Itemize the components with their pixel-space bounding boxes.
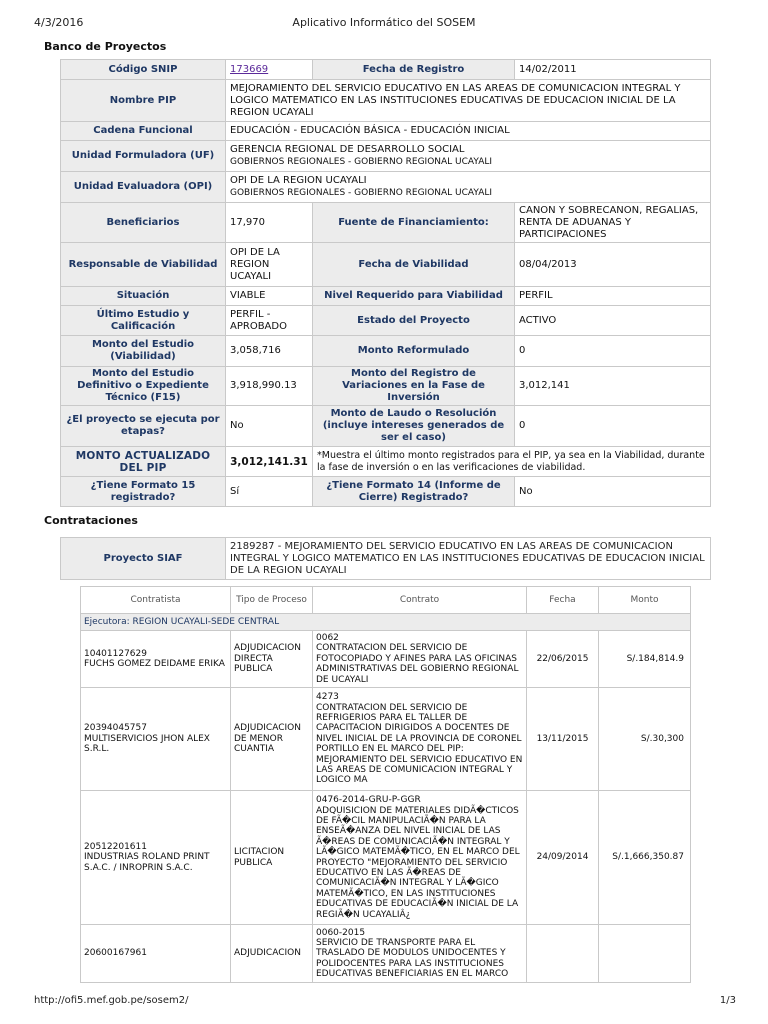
tipo-proceso: ADJUDICACION DIRECTA PUBLICA <box>231 631 313 688</box>
situacion-value: VIABLE <box>226 287 313 306</box>
ultimo-estudio-label: Último Estudio y Calificación <box>61 306 226 336</box>
monto-reformulado-value: 0 <box>515 336 711 367</box>
contrato-numero: 4273 <box>316 692 339 703</box>
banco-table <box>60 59 711 507</box>
table-row <box>81 925 691 983</box>
row-cadena <box>61 122 711 141</box>
beneficiarios-label: Beneficiarios <box>61 203 226 243</box>
row-monto-estudio <box>61 336 711 367</box>
contrato-monto: S/.184,814.9 <box>599 631 691 688</box>
codigo-snip-label: Código SNIP <box>61 60 226 80</box>
contrato-cell <box>313 688 527 791</box>
responsable-value: OPI DE LA REGION UCAYALI <box>226 243 313 287</box>
fecha-viabilidad-label: Fecha de Viabilidad <box>313 243 515 287</box>
contrataciones-section-title: Contrataciones <box>44 514 138 527</box>
row-opi <box>61 172 711 203</box>
contratista-ruc: 20512201611 <box>84 841 147 852</box>
uf-value: GERENCIA REGIONAL DE DESARROLLO SOCIAL <box>230 144 465 155</box>
formato14-label: ¿Tiene Formato 14 (Informe de Cierre) Registrado? <box>313 477 515 507</box>
table-row <box>81 688 691 791</box>
contratista-cell <box>81 688 231 791</box>
nivel-label: Nivel Requerido para Viabilidad <box>313 287 515 306</box>
contratista-cell <box>81 925 231 983</box>
contrato-fecha: 13/11/2015 <box>527 688 599 791</box>
contratista-ruc: 20394045757 <box>84 723 147 734</box>
contratista-cell <box>81 631 231 688</box>
fecha-registro-value: 14/02/2011 <box>515 60 711 80</box>
ejecutora-label: Ejecutora: REGION UCAYALI-SEDE CENTRAL <box>81 614 691 631</box>
contrato-cell <box>313 925 527 983</box>
print-page-number: 1/3 <box>719 995 736 1006</box>
etapas-value: No <box>226 406 313 447</box>
contrato-numero: 0060-2015 <box>316 927 366 938</box>
contrato-descripcion: CONTRATACION DEL SERVICIO DE FOTOCOPIADO Y AFINES PARA LAS OFICINAS ADMINISTRATIVAS DEL GOBIERNO REGIONAL DE UCAYALI <box>316 643 519 685</box>
formato14-value: No <box>515 477 711 507</box>
monto-estudio-label: Monto del Estudio (Viabilidad) <box>61 336 226 367</box>
header-contrato: Contrato <box>313 587 527 614</box>
nivel-value: PERFIL <box>515 287 711 306</box>
fecha-viabilidad-value: 08/04/2013 <box>515 243 711 287</box>
ejecutora-row <box>81 614 691 631</box>
situacion-label: Situación <box>61 287 226 306</box>
contrato-monto <box>599 925 691 983</box>
cadena-value: EDUCACIÓN - EDUCACIÓN BÁSICA - EDUCACIÓN INICIAL <box>226 122 711 141</box>
print-url: http://ofi5.mef.gob.pe/sosem2/ <box>34 995 189 1006</box>
contrato-descripcion: CONTRATACION DEL SERVICIO DE REFRIGERIOS PARA EL TALLER DE CAPACITACION DIRIGIDOS A DOCENTES DE NIVEL INICIAL DE LA PROVINCIA DE CORONEL PORTILLO EN EL MARCO DEL PIP: MEJORAMIENTO DEL SERVICIO EDUCATIVO EN LAS AREAS DE COMUNICACION INTEGRAL Y LOGICO MA <box>316 702 523 786</box>
header-monto: Monto <box>599 587 691 614</box>
codigo-snip-link[interactable]: 173669 <box>230 63 269 75</box>
opi-value: OPI DE LA REGION UCAYALI <box>230 175 367 186</box>
contrato-fecha: 22/06/2015 <box>527 631 599 688</box>
monto-definitivo-label: Monto del Estudio Definitivo o Expediente Técnico (F15) <box>61 367 226 406</box>
proyecto-siaf-table <box>60 537 711 580</box>
contrato-cell <box>313 631 527 688</box>
row-formatos <box>61 477 711 507</box>
monto-variaciones-value: 3,012,141 <box>515 367 711 406</box>
laudo-label: Monto de Laudo o Resolución (incluye intereses generados de ser el caso) <box>313 406 515 447</box>
header-contratista: Contratista <box>81 587 231 614</box>
uf-label: Unidad Formuladora (UF) <box>61 141 226 172</box>
contratista-nombre: INDUSTRIAS ROLAND PRINT S.A.C. / INROPRIN S.A.C. <box>84 852 210 873</box>
monto-actualizado-label: MONTO ACTUALIZADO DEL PIP <box>61 447 226 477</box>
tipo-proceso: ADJUDICACION <box>231 925 313 983</box>
row-codigo-snip <box>61 60 711 80</box>
cadena-label: Cadena Funcional <box>61 122 226 141</box>
fuente-value: CANON Y SOBRECANON, REGALIAS, RENTA DE ADUANAS Y PARTICIPACIONES <box>515 203 711 243</box>
contratista-nombre: MULTISERVICIOS JHON ALEX S.R.L. <box>84 733 210 755</box>
contratista-ruc: 20600167961 <box>84 948 147 959</box>
header-fecha: Fecha <box>527 587 599 614</box>
contratos-table <box>80 586 691 983</box>
monto-actualizado-value: 3,012,141.31 <box>226 447 313 477</box>
beneficiarios-value: 17,970 <box>226 203 313 243</box>
contrato-monto: S/.1,666,350.87 <box>599 791 691 925</box>
row-monto-definitivo <box>61 367 711 406</box>
row-situacion <box>61 287 711 306</box>
row-etapas <box>61 406 711 447</box>
monto-variaciones-label: Monto del Registro de Variaciones en la Fase de Inversión <box>313 367 515 406</box>
row-uf <box>61 141 711 172</box>
contrato-numero: 0062 <box>316 633 339 643</box>
contrato-numero: 0476-2014-GRU-P-GGR <box>316 795 421 806</box>
opi-value-cell <box>226 172 711 203</box>
nombre-pip-label: Nombre PIP <box>61 80 226 122</box>
contratos-header-row <box>81 587 691 614</box>
proyecto-siaf-value: 2189287 - MEJORAMIENTO DEL SERVICIO EDUCATIVO EN LAS AREAS DE COMUNICACION INTEGRAL Y LOGICO MATEMATICO EN LAS INSTITUCIONES EDUCATIVAS DE EDUCACION INICIAL DE LA REGION UCAYALI <box>226 538 711 580</box>
contrato-descripcion: ADQUISICION DE MATERIALES DIDÃ�CTICOS DE FÃ�CIL MANIPULACIÃ�N PARA LA ENSEÃ�ANZA DEL NIVEL INICIAL DE LAS Ã�REAS DE COMUNICACIÃ�N INTEGRAL Y LÃ�GICO MATEMÃ�TICO, EN EL MARCO DEL PROYECTO "MEJORAMIENTO DEL SERVICIO EDUCATIVO EN LAS Ã�REAS DE COMUNICACIÃ�N INTEGRAL Y LÃ�GICO MATEMÃ�TICO, EN LAS INSTITUCIONES EDUCATIVAS DE EDUCACIÃ�N INICIAL DE LA REGIÃ�N UCAYALIÂ¿ <box>316 805 520 920</box>
laudo-value: 0 <box>515 406 711 447</box>
codigo-snip-cell <box>226 60 313 80</box>
ultimo-estudio-value: PERFIL - APROBADO <box>226 306 313 336</box>
etapas-label: ¿El proyecto se ejecuta por etapas? <box>61 406 226 447</box>
uf-value-cell <box>226 141 711 172</box>
table-row <box>81 791 691 925</box>
row-nombre-pip <box>61 80 711 122</box>
nombre-pip-value: MEJORAMIENTO DEL SERVICIO EDUCATIVO EN LAS AREAS DE COMUNICACION INTEGRAL Y LOGICO MATEMATICO EN LAS INSTITUCIONES EDUCATIVAS DE EDUCACION INICIAL DE LA REGION UCAYALI <box>226 80 711 122</box>
row-ultimo-estudio <box>61 306 711 336</box>
tipo-proceso: ADJUDICACION DE MENOR CUANTIA <box>231 688 313 791</box>
monto-actualizado-note: *Muestra el último monto registrados para el PIP, ya sea en la Viabilidad, durante la fase de inversión o en las verificaciones de viabilidad. <box>313 447 711 477</box>
estado-label: Estado del Proyecto <box>313 306 515 336</box>
contratista-cell <box>81 791 231 925</box>
proyecto-siaf-label: Proyecto SIAF <box>61 538 226 580</box>
contratista-ruc: 10401127629 <box>84 648 147 659</box>
banco-section-title: Banco de Proyectos <box>44 40 167 53</box>
contrato-cell <box>313 791 527 925</box>
opi-label: Unidad Evaluadora (OPI) <box>61 172 226 203</box>
formato15-value: Sí <box>226 477 313 507</box>
contratista-nombre: FUCHS GOMEZ DEIDAME ERIKA <box>84 659 225 670</box>
row-beneficiarios <box>61 203 711 243</box>
contrato-fecha: 24/09/2014 <box>527 791 599 925</box>
row-proyecto-siaf <box>61 538 711 580</box>
monto-estudio-value: 3,058,716 <box>226 336 313 367</box>
print-page-title: Aplicativo Informático del SOSEM <box>292 16 476 29</box>
contrato-monto: S/.30,300 <box>599 688 691 791</box>
uf-sub: GOBIERNOS REGIONALES - GOBIERNO REGIONAL UCAYALI <box>230 157 493 167</box>
fecha-registro-label: Fecha de Registro <box>313 60 515 80</box>
tipo-proceso: LICITACION PUBLICA <box>231 791 313 925</box>
row-monto-actualizado <box>61 447 711 477</box>
estado-value: ACTIVO <box>515 306 711 336</box>
monto-definitivo-value: 3,918,990.13 <box>226 367 313 406</box>
row-responsable <box>61 243 711 287</box>
contrato-descripcion: SERVICIO DE TRANSPORTE PARA EL TRASLADO DE MODULOS UNIDOCENTES Y POLIDOCENTES PARA LAS INSTITUCIONES EDUCATIVAS BENEFICIARIAS EN EL MARCO <box>316 937 509 980</box>
monto-reformulado-label: Monto Reformulado <box>313 336 515 367</box>
print-date: 4/3/2016 <box>34 16 84 29</box>
formato15-label: ¿Tiene Formato 15 registrado? <box>61 477 226 507</box>
opi-sub: GOBIERNOS REGIONALES - GOBIERNO REGIONAL UCAYALI <box>230 188 493 198</box>
table-row <box>81 631 691 688</box>
header-tipo-proceso: Tipo de Proceso <box>231 587 313 614</box>
responsable-label: Responsable de Viabilidad <box>61 243 226 287</box>
fuente-label: Fuente de Financiamiento: <box>313 203 515 243</box>
contrato-fecha <box>527 925 599 983</box>
